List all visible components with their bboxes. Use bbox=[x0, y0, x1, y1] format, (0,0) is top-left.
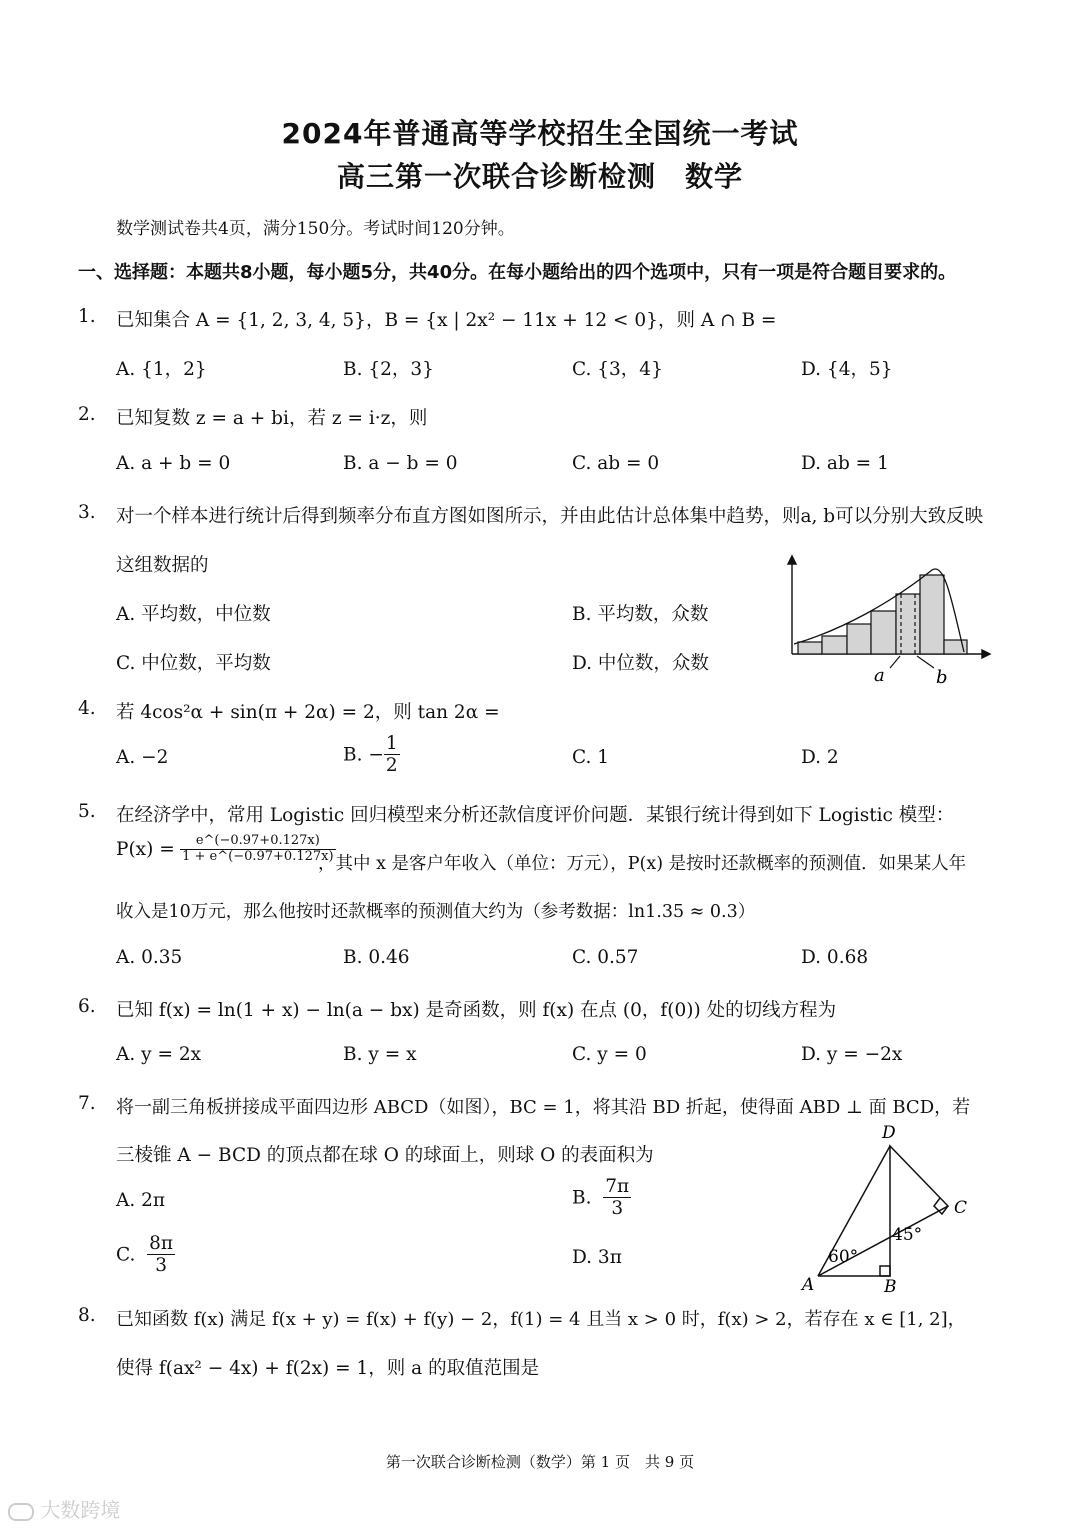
q5-formula: P(x) = $\frac{e\^{}(-0.97+0.127x)}{1 + e\^{}(-0.97+0.127x)}$ bbox=[116, 833, 334, 864]
q1-option-b[interactable]: B. {2，3} bbox=[343, 359, 434, 380]
q7-option-c[interactable]: C. $\frac{8\pi}{3}$ bbox=[116, 1233, 174, 1277]
q5-number: 5. bbox=[78, 801, 96, 822]
q1-option-d[interactable]: D. {4，5} bbox=[801, 359, 893, 380]
q4-option-b-fraction: $\frac{1}{2}$ bbox=[385, 733, 398, 777]
exam-title: 2024年普通高等学校招生全国统一考试 bbox=[281, 117, 799, 150]
q7-number: 7. bbox=[78, 1093, 96, 1114]
q7-quadrilateral-figure bbox=[798, 1120, 978, 1296]
section-heading: 一、选择题：本题共8小题，每小题5分，共40分。在每小题给出的四个选项中，只有一项是符合题目要求的。 bbox=[78, 262, 957, 283]
hist-bar-3 bbox=[847, 624, 871, 654]
q5-option-b[interactable]: B. 0.46 bbox=[343, 947, 410, 968]
q3-option-a[interactable]: A. 平均数，中位数 bbox=[116, 604, 271, 625]
vertex-C: C bbox=[954, 1198, 968, 1218]
q7-stem-line1: 将一副三角板拼接成平面四边形 ABCD（如图），BC = 1，将其沿 BD 折起，使得面 ABD ⊥ 面 BCD，若 bbox=[116, 1097, 971, 1118]
q4-option-c[interactable]: C. 1 bbox=[572, 747, 610, 768]
q2-option-a[interactable]: A. a + b = 0 bbox=[116, 453, 231, 474]
q8-stem-line1: 已知函数 f(x) 满足 f(x + y) = f(x) + f(y) − 2，f(1) = 4 且当 x > 0 时，f(x) > 2，若存在 x ∈ [1, 2]， bbox=[116, 1309, 966, 1330]
q8-number: 8. bbox=[78, 1305, 96, 1326]
q5-option-c[interactable]: C. 0.57 bbox=[572, 947, 639, 968]
q7-stem-line2: 三棱锥 A − BCD 的顶点都在球 O 的球面上，则球 O 的表面积为 bbox=[116, 1145, 654, 1166]
q3-stem-line2: 这组数据的 bbox=[116, 555, 209, 576]
hist-bar-5 bbox=[896, 594, 920, 654]
q5-logistic-fraction: $\frac{e\^{}(-0.97+0.127x)}{1 + e\^{}(-0.97+0.127x)}$ bbox=[182, 833, 334, 864]
q3-number: 3. bbox=[78, 502, 96, 523]
q4-option-d[interactable]: D. 2 bbox=[801, 747, 839, 768]
q5-option-d[interactable]: D. 0.68 bbox=[801, 947, 869, 968]
q2-option-b[interactable]: B. a − b = 0 bbox=[343, 453, 458, 474]
intro-text: 数学测试卷共4页，满分150分。考试时间120分钟。 bbox=[116, 219, 515, 239]
q4-number: 4. bbox=[78, 698, 96, 719]
page-footer: 第一次联合诊断检测（数学）第 1 页 共 9 页 bbox=[385, 1453, 695, 1471]
q3-option-b[interactable]: B. 平均数，众数 bbox=[572, 604, 709, 625]
q4-option-b-prefix: B. − bbox=[343, 744, 384, 766]
q7-option-b[interactable]: B. $\frac{7\pi}{3}$ bbox=[572, 1176, 630, 1220]
angle-60: 60° bbox=[828, 1247, 859, 1267]
q7-option-d[interactable]: D. 3π bbox=[572, 1247, 622, 1268]
arrow-a bbox=[890, 656, 900, 668]
q7-option-a[interactable]: A. 2π bbox=[116, 1190, 166, 1211]
vertex-D: D bbox=[882, 1123, 896, 1143]
q6-option-b[interactable]: B. y = x bbox=[343, 1044, 417, 1065]
q5-option-a[interactable]: A. 0.35 bbox=[116, 947, 183, 968]
q7-option-b-fraction: $\frac{7\pi}{3}$ bbox=[605, 1176, 630, 1220]
q5-stem-line1: 在经济学中，常用 Logistic 回归模型来分析还款信度评价问题．某银行统计得到如下 Logistic 模型： bbox=[116, 805, 955, 826]
right-angle-B bbox=[880, 1266, 890, 1276]
exam-subtitle: 高三第一次联合诊断检测 数学 bbox=[336, 160, 743, 193]
q6-option-c[interactable]: C. y = 0 bbox=[572, 1044, 647, 1065]
q2-number: 2. bbox=[78, 404, 96, 425]
watermark-logo-icon bbox=[8, 1503, 34, 1521]
q1-option-c[interactable]: C. {3，4} bbox=[572, 359, 663, 380]
vertex-A: A bbox=[802, 1275, 815, 1295]
vertex-B: B bbox=[884, 1277, 897, 1296]
label-a: a bbox=[874, 665, 885, 686]
hist-bar-1 bbox=[798, 642, 822, 654]
q3-option-c[interactable]: C. 中位数，平均数 bbox=[116, 653, 271, 674]
label-b: b bbox=[936, 667, 948, 688]
q6-number: 6. bbox=[78, 996, 96, 1017]
hist-bar-6 bbox=[920, 575, 944, 654]
hist-bar-2 bbox=[822, 636, 847, 654]
q3-histogram-figure bbox=[782, 552, 998, 688]
q8-stem-line2: 使得 f(ax² − 4x) + f(2x) = 1，则 a 的取值范围是 bbox=[116, 1358, 540, 1379]
arrow-b bbox=[917, 656, 934, 668]
q3-stem-line1: 对一个样本进行统计后得到频率分布直方图如图所示，并由此估计总体集中趋势，则a, b可以分别大致反映 bbox=[116, 506, 984, 527]
q1-number: 1. bbox=[78, 306, 96, 327]
q4-option-a[interactable]: A. −2 bbox=[116, 747, 169, 768]
q5-stem-line2: ，其中 x 是客户年收入（单位：万元），P(x) 是按时还款概率的预测值．如果某人年 bbox=[318, 854, 967, 874]
q2-option-d[interactable]: D. ab = 1 bbox=[801, 453, 889, 474]
q1-option-a[interactable]: A. {1，2} bbox=[116, 359, 207, 380]
q6-stem: 已知 f(x) = ln(1 + x) − ln(a − bx) 是奇函数，则 f(x) 在点 (0，f(0)) 处的切线方程为 bbox=[116, 1000, 837, 1021]
q4-option-b[interactable] bbox=[343, 733, 400, 777]
hist-bar-4 bbox=[871, 611, 896, 654]
q1-stem: 已知集合 A = {1, 2, 3, 4, 5}，B = {x | 2x² − 11x + 12 < 0}，则 A ∩ B = bbox=[116, 310, 777, 331]
watermark: 大数跨境 bbox=[8, 1494, 120, 1523]
q2-stem: 已知复数 z = a + bi，若 z = i·z，则 bbox=[116, 408, 428, 429]
q4-stem: 若 4cos²α + sin(π + 2α) = 2，则 tan 2α = bbox=[116, 702, 500, 723]
q6-option-a[interactable]: A. y = 2x bbox=[116, 1044, 202, 1065]
q3-option-d[interactable]: D. 中位数，众数 bbox=[572, 653, 709, 674]
q5-stem-line3: 收入是10万元，那么他按时还款概率的预测值大约为（参考数据：ln1.35 ≈ 0.3） bbox=[116, 902, 756, 922]
angle-45: 45° bbox=[892, 1225, 923, 1245]
q2-option-c[interactable]: C. ab = 0 bbox=[572, 453, 660, 474]
x-axis-arrow bbox=[982, 650, 990, 658]
q6-option-d[interactable]: D. y = −2x bbox=[801, 1044, 903, 1065]
q7-option-c-fraction: $\frac{8\pi}{3}$ bbox=[149, 1233, 174, 1277]
y-axis-arrow bbox=[788, 556, 796, 564]
